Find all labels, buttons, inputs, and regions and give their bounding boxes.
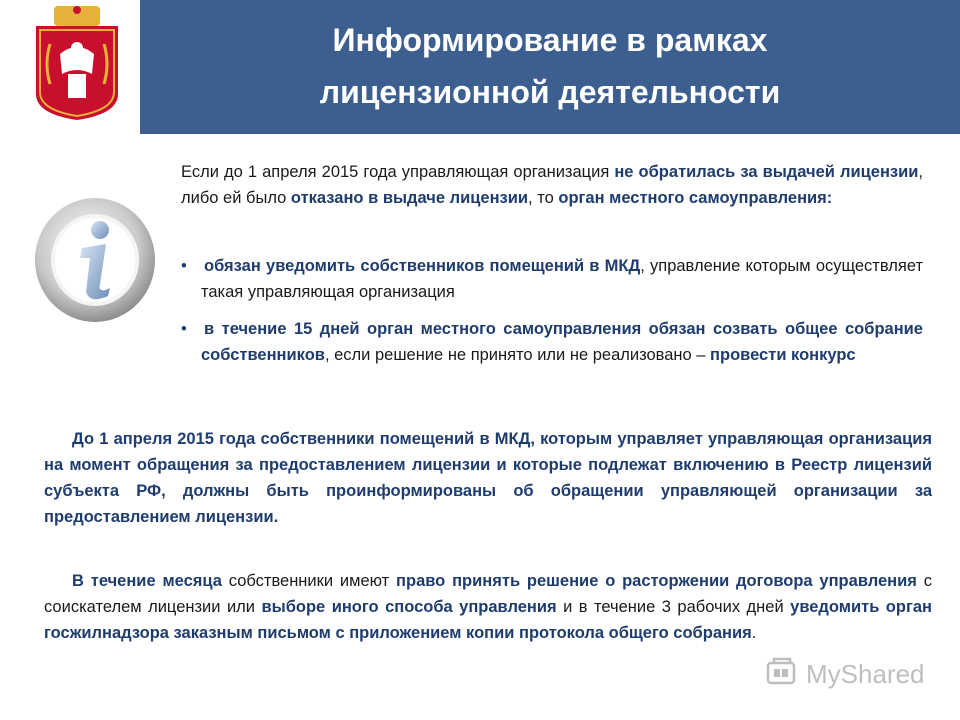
intro-highlight-2: отказано в выдаче лицензии <box>290 189 529 207</box>
intro-text-1: Если до 1 апреля 2015 года управляющая организация <box>181 163 615 181</box>
watermark-text: MyShared <box>806 659 925 689</box>
myshared-logo-icon <box>766 657 800 691</box>
bullet-item <box>181 253 923 305</box>
intro-text-3: , то <box>528 189 559 207</box>
paragraph-2 <box>44 568 932 646</box>
paragraph-1 <box>44 426 932 530</box>
bullet-2-highlight-2: провести конкурс <box>710 346 856 364</box>
bullet-2-text: , если решение не принято или не реализовано – <box>324 346 711 364</box>
intro-paragraph <box>181 159 923 211</box>
watermark <box>766 655 936 695</box>
bullet-marker: • <box>181 257 187 275</box>
paragraph-2-text-4: . <box>751 624 757 642</box>
intro-highlight-3: орган местного самоуправления: <box>558 189 833 207</box>
page-title-line-1: Информирование в рамках <box>332 22 768 58</box>
paragraph-2-highlight-2: право принять решение о расторжении договора управления <box>396 572 917 590</box>
paragraph-1-text: До 1 апреля 2015 года собственники помещений в МКД, которым управляет управляющая организация на момент обращения за предоставлением лицензии и которые подлежат включению в Реестр лицензий субъекта РФ, должны быть проинформированы об обращении управляющей организации за предоставлением лицензии. <box>44 430 932 526</box>
paragraph-2-highlight-4: уведомить орган госжилнадзора заказным письмом с приложением копии протокола общего собрания <box>44 598 932 642</box>
paragraph-2-text-1: собственники имеют <box>221 572 397 590</box>
paragraph-2-text-2: с соискателем лицензии или <box>44 572 932 616</box>
paragraph-2-highlight-3: выборе иного способа управления <box>261 598 557 616</box>
bullet-1-highlight: обязан уведомить собственников помещений в МКД <box>204 257 641 275</box>
bullet-marker: • <box>181 320 187 338</box>
page-title <box>140 14 960 118</box>
page-title-line-2: лицензионной деятельности <box>319 74 781 110</box>
info-icon <box>30 192 160 327</box>
bullet-2-highlight-1: в течение 15 дней орган местного самоуправления обязан созвать общее собрание собственников <box>201 320 923 364</box>
bullet-item <box>181 316 923 368</box>
coat-of-arms-icon <box>30 4 124 122</box>
paragraph-2-highlight-1: В течение месяца <box>72 572 222 590</box>
intro-highlight-1: не обратилась за выдачей лицензии <box>614 163 919 181</box>
intro-text-2: , либо ей было <box>181 163 924 207</box>
paragraph-2-text-3: и в течение 3 рабочих дней <box>556 598 791 616</box>
bullet-1-text: , управление которым осуществляет такая управляющая организация <box>201 257 924 301</box>
title-banner <box>140 0 960 134</box>
